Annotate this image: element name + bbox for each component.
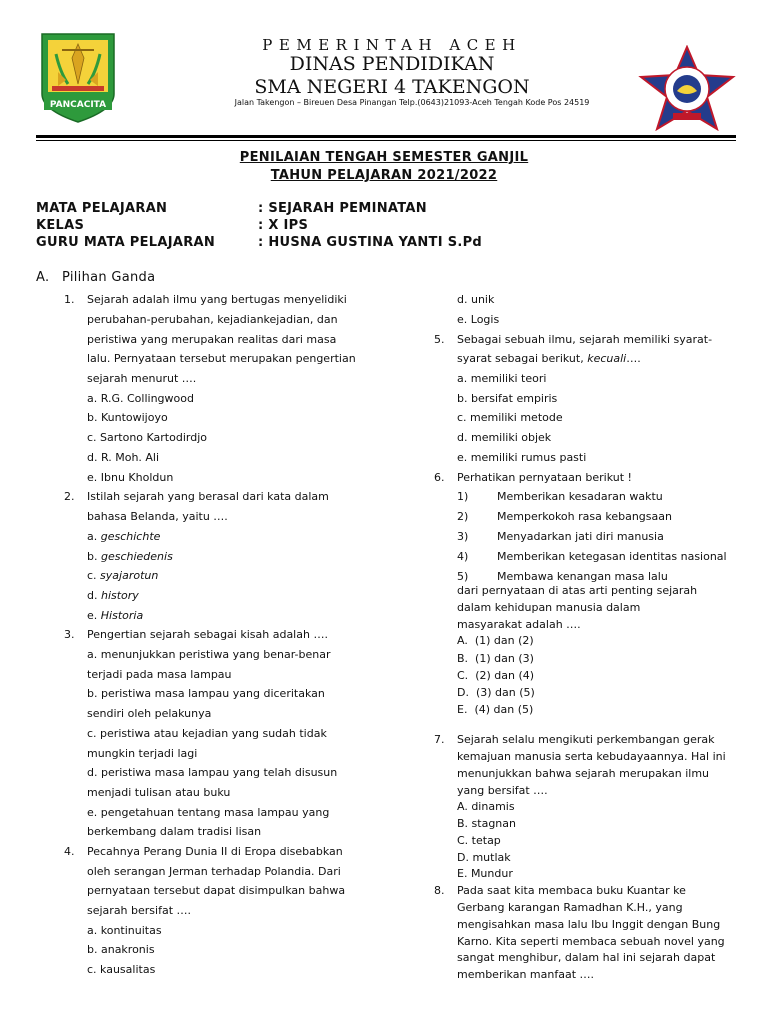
question-2-option-e: e. Historia	[87, 609, 144, 622]
section-letter: A.	[36, 270, 50, 285]
header-rule-thin	[36, 140, 736, 141]
question-5-number: 5.	[434, 333, 445, 346]
question-7-option-a: A. dinamis	[457, 800, 515, 813]
question-4-text: Pecahnya Perang Dunia II di Eropa disebabkan	[87, 845, 343, 858]
teacher-value: : HUSNA GUSTINA YANTI S.Pd	[258, 235, 483, 250]
question-4-text: sejarah bersifat ….	[87, 904, 192, 917]
question-8-text: mengisahkan masa lalu Ibu Inggit dengan Bung	[457, 918, 721, 931]
question-6-statement-number: 4)	[457, 550, 469, 563]
question-4-option-d: d. unik	[457, 293, 495, 306]
question-7-text: kemajuan manusia serta kebudayaannya. Hal ini	[457, 750, 726, 763]
question-4-text: pernyataan tersebut dapat disimpulkan bahwa	[87, 884, 346, 897]
question-7-option-b: B. stagnan	[457, 817, 516, 830]
question-8-text: sangat menghibur, dalam hal ini sejarah dapat	[457, 951, 716, 964]
question-6-text: dalam kehidupan manusia dalam	[457, 601, 641, 614]
question-6-option-d: D. (3) dan (5)	[457, 686, 535, 699]
question-6-statement-number: 1)	[457, 490, 469, 503]
question-3-option-a: a. menunjukkan peristiwa yang benar-benar	[87, 648, 331, 661]
question-7-option-e: E. Mundur	[457, 867, 513, 880]
question-2-option-c: c. syajarotun	[87, 569, 159, 582]
question-1-option-c: c. Sartono Kartodirdjo	[87, 431, 207, 444]
question-3-number: 3.	[64, 628, 75, 641]
question-6-statement: Memberikan ketegasan identitas nasional	[497, 550, 727, 563]
question-6-text: dari pernyataan di atas arti penting sejarah	[457, 584, 698, 597]
school-address: Jalan Takengon – Bireuen Desa Pinangan Telp.(0643)21093-Aceh Tengah Kode Pos 24519	[234, 98, 590, 107]
question-8-text: Karno. Kita seperti membaca sebuah novel yang	[457, 935, 725, 948]
question-8-number: 8.	[434, 884, 445, 897]
department-name: DINAS PENDIDIKAN	[289, 53, 495, 75]
header-rule-thick	[36, 135, 736, 138]
question-6-statement-number: 3)	[457, 530, 469, 543]
question-2-text: bahasa Belanda, yaitu ….	[87, 510, 228, 523]
exam-title: PENILAIAN TENGAH SEMESTER GANJIL	[239, 150, 529, 165]
school-name: SMA NEGERI 4 TAKENGON	[254, 76, 530, 98]
question-1-option-a: a. R.G. Collingwood	[87, 392, 194, 405]
question-1-option-d: d. R. Moh. Ali	[87, 451, 160, 464]
question-5-option-e: e. memiliki rumus pasti	[457, 451, 587, 464]
question-1-text: Sejarah adalah ilmu yang bertugas menyelidiki	[87, 293, 347, 306]
question-1-option-b: b. Kuntowijoyo	[87, 411, 168, 424]
question-8-text: Gerbang karangan Ramadhan K.H., yang	[457, 901, 683, 914]
question-1-text: perubahan-perubahan, kejadiankejadian, dan	[87, 313, 338, 326]
question-6-option-a: A. (1) dan (2)	[457, 634, 534, 647]
question-5-option-d: d. memiliki objek	[457, 431, 552, 444]
question-5-option-b: b. bersifat empiris	[457, 392, 558, 405]
question-3-option-e: e. pengetahuan tentang masa lampau yang	[87, 806, 330, 819]
question-3-option-c: c. peristiwa atau kejadian yang sudah tidak	[87, 727, 327, 740]
question-1-text: lalu. Pernyataan tersebut merupakan pengertian	[87, 352, 356, 365]
question-3-option-a: terjadi pada masa lampau	[87, 668, 232, 681]
question-3-option-b: b. peristiwa masa lampau yang diceritakan	[87, 687, 325, 700]
question-4-number: 4.	[64, 845, 75, 858]
question-1-number: 1.	[64, 293, 75, 306]
question-4-option-b: b. anakronis	[87, 943, 155, 956]
subject-label: MATA PELAJARAN	[36, 201, 168, 216]
question-8-text: Pada saat kita membaca buku Kuantar ke	[457, 884, 686, 897]
question-7-option-d: D. mutlak	[457, 851, 511, 864]
section-title: Pilihan Ganda	[62, 270, 156, 285]
question-6-statement: Membawa kenangan masa lalu	[497, 570, 668, 583]
subject-value: : SEJARAH PEMINATAN	[258, 201, 427, 216]
question-3-option-d: menjadi tulisan atau buku	[87, 786, 231, 799]
question-2-option-a: a. geschichte	[87, 530, 161, 543]
question-4-text: oleh serangan Jerman terhadap Polandia. Dari	[87, 865, 341, 878]
question-6-number: 6.	[434, 471, 445, 484]
class-label: KELAS	[36, 218, 85, 233]
question-7-number: 7.	[434, 733, 445, 746]
question-3-option-b: sendiri oleh pelakunya	[87, 707, 212, 720]
question-7-text: yang bersifat ….	[457, 784, 548, 797]
question-6-statement: Memperkokoh rasa kebangsaan	[497, 510, 672, 523]
question-6-option-c: C. (2) dan (4)	[457, 669, 535, 682]
question-1-text: sejarah menurut ….	[87, 372, 197, 385]
question-6-statement: Memberikan kesadaran waktu	[497, 490, 663, 503]
question-6-text: Perhatikan pernyataan berikut !	[457, 471, 632, 484]
question-3-text: Pengertian sejarah sebagai kisah adalah ….	[87, 628, 328, 641]
question-7-text: menunjukkan bahwa sejarah merupakan ilmu	[457, 767, 710, 780]
section-heading	[36, 270, 155, 285]
question-4-option-e: e. Logis	[457, 313, 500, 326]
question-3-option-d: d. peristiwa masa lampau yang telah disusun	[87, 766, 338, 779]
question-6-option-e: E. (4) dan (5)	[457, 703, 534, 716]
question-8-text: memberikan manfaat ….	[457, 968, 595, 981]
question-7-text: Sejarah selalu mengikuti perkembangan gerak	[457, 733, 715, 746]
exam-year: TAHUN PELAJARAN 2021/2022	[270, 168, 498, 183]
question-2-option-b: b. geschiedenis	[87, 550, 173, 563]
government-name: PEMERINTAH ACEH	[262, 36, 522, 54]
question-2-number: 2.	[64, 490, 75, 503]
question-3-option-c: mungkin terjadi lagi	[87, 747, 198, 760]
question-6-option-b: B. (1) dan (3)	[457, 652, 534, 665]
question-5-option-a: a. memiliki teori	[457, 372, 547, 385]
class-value: : X IPS	[258, 218, 309, 233]
school-logo	[637, 45, 737, 131]
question-5-option-c: c. memiliki metode	[457, 411, 563, 424]
question-1-text: peristiwa yang merupakan realitas dari masa	[87, 333, 337, 346]
question-6-statement-number: 2)	[457, 510, 469, 523]
question-5-text: syarat sebagai berikut, kecuali….	[457, 352, 641, 365]
question-5-text: Sebagai sebuah ilmu, sejarah memiliki syarat-	[457, 333, 713, 346]
question-3-option-e: berkembang dalam tradisi lisan	[87, 825, 262, 838]
question-4-option-a: a. kontinuitas	[87, 924, 162, 937]
question-6-statement-number: 5)	[457, 570, 469, 583]
question-2-text: Istilah sejarah yang berasal dari kata dalam	[87, 490, 329, 503]
question-7-option-c: C. tetap	[457, 834, 501, 847]
question-6-statement: Menyadarkan jati diri manusia	[497, 530, 664, 543]
question-6-text: masyarakat adalah ….	[457, 618, 581, 631]
question-1-option-e: e. Ibnu Kholdun	[87, 471, 174, 484]
pancacita-label: PANCACITA	[49, 100, 107, 110]
teacher-label: GURU MATA PELAJARAN	[36, 235, 216, 250]
question-2-option-d: d. history	[87, 589, 139, 602]
question-4-option-c: c. kausalitas	[87, 963, 156, 976]
